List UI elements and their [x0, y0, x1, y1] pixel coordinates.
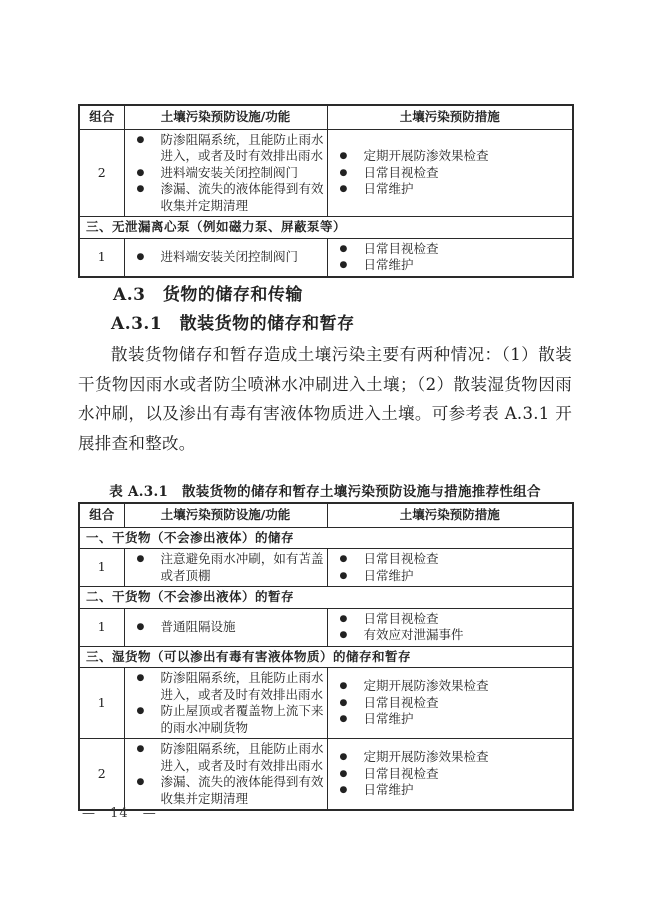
bullet-icon: ●: [136, 744, 145, 754]
table-section-row: [79, 587, 573, 609]
bullet-item: [331, 678, 570, 695]
facilities-list: [128, 669, 324, 737]
header-cell-combo: 组合: [79, 105, 124, 129]
bullet-icon: ●: [136, 251, 145, 262]
bullet-item-text: 日常维护: [363, 782, 414, 798]
bullet-icon: ●: [136, 554, 145, 564]
bullet-item-text: 日常目视检查: [363, 765, 439, 781]
bullet-item-text: 日常维护: [363, 257, 414, 272]
bullet-item: [331, 181, 570, 198]
bullet-item: [128, 774, 324, 807]
header-cell-combo: 组合: [79, 503, 124, 527]
measures-cell: [327, 739, 573, 811]
bullet-icon: ●: [136, 167, 145, 178]
facilities-list: [128, 131, 324, 216]
bullet-icon: ●: [339, 630, 348, 640]
table-caption: 表 A.3.1 散装货物的储存和暂存土壤污染预防设施与措施推荐性组合: [109, 484, 541, 500]
bullet-item-text: 日常目视检查: [363, 694, 439, 710]
header-cell-facilities: 土壤污染预防设施/功能: [124, 105, 327, 129]
bullet-item: [331, 257, 570, 274]
facilities-list: [128, 550, 324, 585]
bullet-item: [128, 703, 324, 736]
measures-cell: [327, 549, 573, 587]
bullet-item-text: 定期开展防渗效果检查: [363, 678, 489, 694]
section-label: 二、干货物（不会渗出液体）的暂存: [79, 587, 573, 609]
table-section-row: [79, 217, 573, 239]
header-cell-measures: 土壤污染预防措施: [327, 503, 573, 527]
measures-cell: [327, 668, 573, 739]
bullet-item-text: 日常目视检查: [363, 164, 439, 180]
body-paragraph: 散装货物储存和暂存造成土壤污染主要有两种情况：（1）散装干货物因雨水或者防尘喷淋水冲刷进入土壤；（2）散装湿货物因雨水冲刷，以及渗出有毒有害液体物质进入土壤。可参考表 A.3.1 开展排查和整改。: [78, 345, 572, 453]
table-header-row: [79, 105, 573, 129]
section-heading: A.3 货物的储存和传输: [113, 285, 303, 305]
bullet-item: [331, 782, 570, 799]
bullet-icon: ●: [136, 621, 145, 632]
bullet-item: [128, 132, 324, 165]
bullet-item: [331, 766, 570, 783]
bullet-item-text: 渗漏、流失的液体能得到有效收集并定期清理: [160, 181, 324, 213]
table-header-row: [79, 503, 573, 527]
table-section-row: [79, 646, 573, 668]
bullet-item: [331, 148, 570, 165]
page-number: — 14 —: [82, 806, 157, 821]
bullet-item: [331, 165, 570, 182]
combo-cell: 1: [79, 668, 124, 739]
facilities-list: [128, 248, 324, 267]
bullet-item: [128, 741, 324, 774]
facilities-cell: [124, 739, 327, 811]
bullet-icon: ●: [339, 697, 348, 708]
measures-list: [331, 147, 570, 199]
bullet-item-text: 渗漏、流失的液体能得到有效收集并定期清理: [160, 774, 324, 806]
bullet-item: [128, 619, 324, 636]
bullet-item-text: 防渗阻隔系统，且能防止雨水进入，或者及时有效排出雨水: [160, 670, 324, 702]
bullet-icon: ●: [339, 554, 348, 564]
table-row: [79, 238, 573, 277]
bullet-item: [331, 695, 570, 712]
table-row: [79, 549, 573, 587]
combo-cell: 1: [79, 238, 124, 277]
bullet-icon: ●: [339, 613, 348, 624]
facilities-cell: [124, 668, 327, 739]
bullet-item: [331, 241, 570, 258]
bullet-item: [331, 749, 570, 766]
bullet-icon: ●: [136, 706, 145, 716]
bullet-item-text: 防止屋顶或者覆盖物上流下来的雨水冲刷货物: [160, 703, 324, 735]
bullet-icon: ●: [339, 714, 348, 725]
prevention-table-continued: [78, 104, 574, 278]
bullet-item-text: 日常维护: [363, 711, 414, 727]
bullet-icon: ●: [339, 167, 348, 178]
bullet-item-text: 注意避免雨水冲刷，如有苫盖或者顶棚: [160, 551, 324, 583]
section-label: 一、干货物（不会渗出液体）的储存: [79, 527, 573, 549]
bullet-icon: ●: [339, 151, 348, 161]
bullet-item: [128, 670, 324, 703]
facilities-cell: [124, 238, 327, 277]
combo-cell: 1: [79, 549, 124, 587]
bullet-item-text: 定期开展防渗效果检查: [363, 148, 489, 163]
bullet-item-text: 日常维护: [363, 181, 414, 196]
bullet-icon: ●: [136, 777, 145, 787]
bullet-icon: ●: [339, 184, 348, 194]
bullet-icon: ●: [339, 752, 348, 763]
bullet-icon: ●: [136, 134, 145, 145]
combo-cell: 1: [79, 608, 124, 646]
bullet-icon: ●: [339, 260, 348, 270]
measures-cell: [327, 608, 573, 646]
bullet-item-text: 进料端安装关闭控制阀门: [160, 164, 299, 180]
bullet-item-text: 有效应对泄漏事件: [363, 627, 464, 642]
measures-list: [331, 240, 570, 275]
measures-list: [331, 550, 570, 585]
bullet-icon: ●: [339, 768, 348, 779]
bullet-item: [128, 249, 324, 266]
bullet-item: [128, 165, 324, 182]
bullet-icon: ●: [339, 681, 348, 692]
section-label: 三、湿货物（可以渗出有毒有害液体物质）的储存和暂存: [79, 646, 573, 668]
bullet-item: [128, 181, 324, 214]
combo-cell: 2: [79, 129, 124, 217]
table-row: [79, 129, 573, 217]
facilities-list: [128, 618, 324, 637]
facilities-list: [128, 740, 324, 808]
bullet-item-text: 日常维护: [363, 567, 414, 583]
bullet-item-text: 定期开展防渗效果检查: [363, 749, 489, 765]
subsection-heading: A.3.1 散装货物的储存和暂存: [111, 314, 355, 334]
bullet-icon: ●: [339, 570, 348, 581]
bullet-item: [128, 551, 324, 584]
bullet-icon: ●: [339, 785, 348, 796]
measures-list: [331, 748, 570, 800]
bullet-icon: ●: [136, 184, 145, 194]
measures-cell: [327, 238, 573, 277]
table-section-row: [79, 527, 573, 549]
measures-list: [331, 677, 570, 729]
bullet-item: [331, 611, 570, 628]
prevention-table-a31: [78, 502, 574, 811]
bullet-icon: ●: [136, 673, 145, 683]
bullet-item-text: 防渗阻隔系统，且能防止雨水进入，或者及时有效排出雨水: [160, 131, 324, 163]
table-row: [79, 608, 573, 646]
bullet-item-text: 日常目视检查: [363, 551, 439, 566]
bullet-icon: ●: [339, 243, 348, 254]
facilities-cell: [124, 549, 327, 587]
facilities-cell: [124, 608, 327, 646]
header-cell-measures: 土壤污染预防措施: [327, 105, 573, 129]
table-row: [79, 739, 573, 811]
bullet-item-text: 日常目视检查: [363, 610, 439, 626]
bullet-item: [331, 627, 570, 644]
bullet-item: [331, 711, 570, 728]
bullet-item-text: 进料端安装关闭控制阀门: [160, 248, 299, 264]
bullet-item-text: 日常目视检查: [363, 240, 439, 256]
header-cell-facilities: 土壤污染预防设施/功能: [124, 503, 327, 527]
combo-cell: 2: [79, 739, 124, 811]
bullet-item-text: 防渗阻隔系统，且能防止雨水进入，或者及时有效排出雨水: [160, 741, 324, 773]
facilities-cell: [124, 129, 327, 217]
section-label: 三、无泄漏离心泵（例如磁力泵、屏蔽泵等）: [79, 217, 573, 239]
bullet-item-text: 普通阻隔设施: [160, 618, 236, 634]
bullet-item: [331, 551, 570, 568]
measures-list: [331, 610, 570, 645]
table-row: [79, 668, 573, 739]
bullet-item: [331, 568, 570, 585]
measures-cell: [327, 129, 573, 217]
